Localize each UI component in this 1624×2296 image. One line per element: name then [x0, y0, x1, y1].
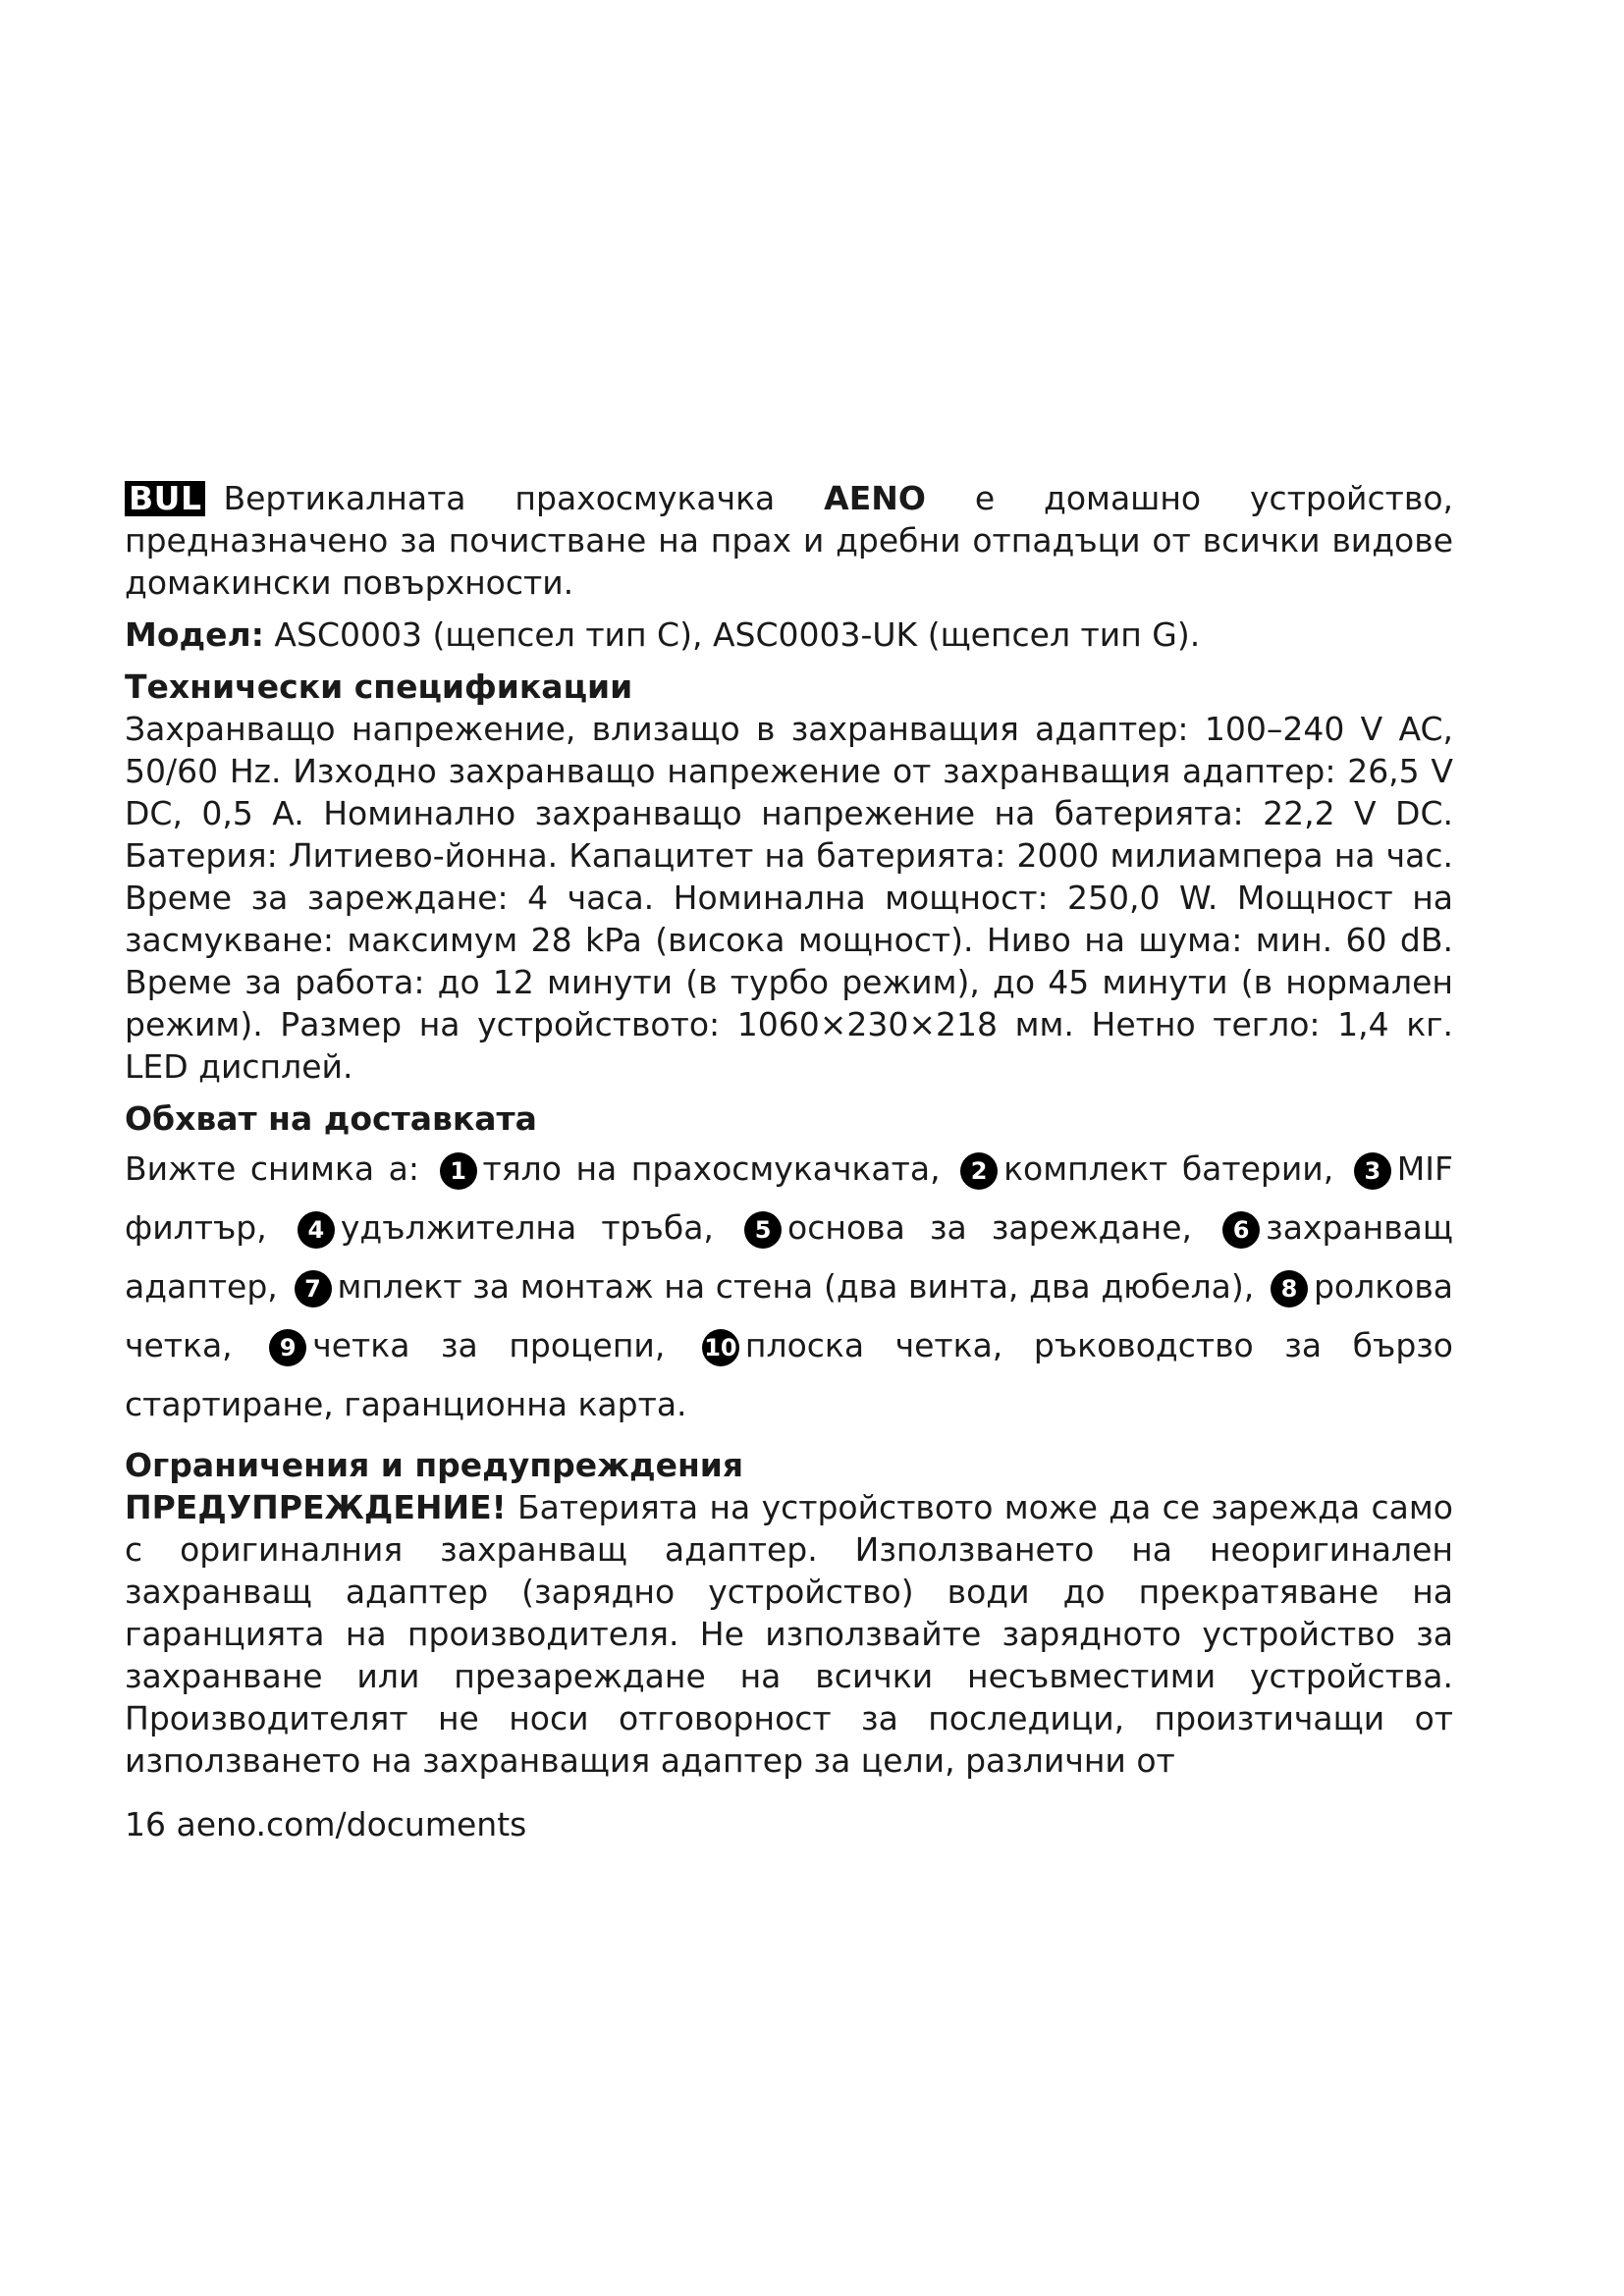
delivery-item: мплект за монтаж на стена (два винта, два дюбела),	[337, 1267, 1255, 1306]
intro-text-after: е домашно устройство, предназначено за почистване на прах и дребни отпадъци от всички видове домакински повърхности.	[125, 479, 1453, 602]
delivery-intro: Вижте снимка а:	[125, 1149, 419, 1188]
page-number: 16	[125, 1805, 166, 1843]
delivery-item: удължителна тръба,	[340, 1208, 714, 1247]
document-page	[125, 477, 1453, 1845]
delivery-item: плоска четка,	[744, 1326, 1003, 1364]
brand-name: AENO	[824, 479, 926, 517]
delivery-item: захранващ адаптер,	[125, 1208, 1453, 1306]
specs-text: Захранващо напрежение, влизащо в захранващия адаптер: 100–240 V AC, 50/60 Hz. Изходно захранващо напрежение от захранващия адаптер: 26,5 V DC, 0,5 A. Номинално захранващо напрежение на батерията: 22,2 V DC. Батерия: Литиево-йонна. Капацитет на батерията: 2000 милиампера на час. Време за зареждане: 4 часа. Номинална мощност: 250,0 W. Мощност на засмукване: максимум 28 kPa (висока мощност). Ниво на шума: мин. 60 dB. Време за работа: до 12 минути (в турбо режим), до 45 минути (в нормален режим). Размер на устройството: 1060×230×218 мм. Нетно тегло: 1,4 кг. LED дисплей.	[125, 710, 1453, 1086]
warnings-text	[125, 1486, 1453, 1782]
warning-label: ПРЕДУПРЕЖДЕНИЕ!	[125, 1488, 507, 1526]
intro-text-before: Вертикалната прахосмукачка	[223, 479, 776, 517]
delivery-item: ролкова четка,	[125, 1267, 1453, 1364]
number-7-icon: 7	[295, 1270, 332, 1308]
delivery-item: четка за процепи,	[312, 1326, 666, 1364]
delivery-item: MIF филтър,	[125, 1149, 1453, 1247]
language-badge: BUL	[125, 481, 205, 516]
number-8-icon: 8	[1271, 1270, 1308, 1308]
delivery-item: комплект батерии,	[1003, 1149, 1334, 1188]
number-2-icon: 2	[960, 1152, 998, 1190]
delivery-item: основа за зареждане,	[787, 1208, 1193, 1247]
number-5-icon: 5	[744, 1211, 782, 1249]
intro-paragraph	[125, 477, 1453, 604]
documents-url: aeno.com/documents	[176, 1805, 527, 1843]
warnings-heading: Ограничения и предупреждения	[125, 1446, 744, 1484]
number-3-icon: 3	[1354, 1152, 1391, 1190]
model-line	[125, 614, 1453, 656]
number-1-icon: 1	[440, 1152, 477, 1190]
delivery-item: тяло на прахосмукачката,	[482, 1149, 941, 1188]
model-label: Модел:	[125, 615, 264, 654]
delivery-list	[125, 1140, 1453, 1434]
delivery-heading: Обхват на доставката	[125, 1099, 537, 1138]
number-9-icon: 9	[269, 1329, 306, 1366]
page-footer	[125, 1803, 1453, 1845]
number-4-icon: 4	[298, 1211, 335, 1249]
model-value: ASC0003 (щепсел тип С), ASC0003-UK (щепсел тип G).	[274, 615, 1201, 654]
specs-heading: Технически спецификации	[125, 667, 633, 706]
delivery-tail: ръководство за бързо стартиране, гаранционна карта.	[125, 1326, 1453, 1423]
number-10-icon: 10	[702, 1329, 739, 1366]
number-6-icon: 6	[1222, 1211, 1260, 1249]
warning-body: Батерията на устройството може да се зарежда само с оригиналния захранващ адаптер. Използването на неоригинален захранващ адаптер (зарядно устройство) води до прекратяване на гаранцията на производителя. Не използвайте зарядното устройство за захранване или презареждане на всички несъвместими устройства. Производителят не носи отговорност за последици, произтичащи от използването на захранващия адаптер за цели, различни от	[125, 1488, 1453, 1780]
